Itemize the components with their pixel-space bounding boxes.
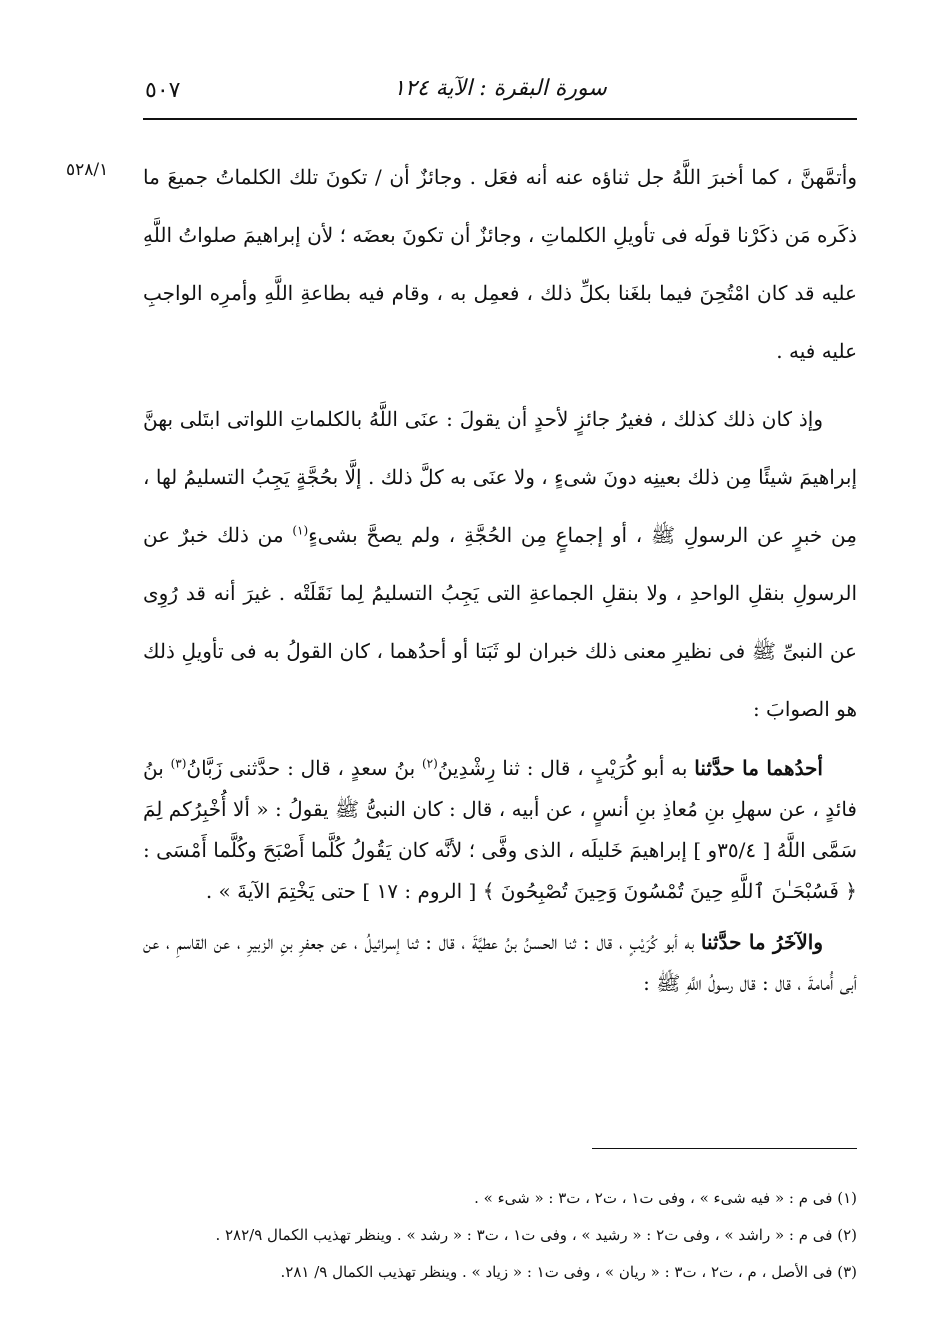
running-title: سورة البقرة : الآية ١٢٤ — [393, 76, 607, 101]
paragraph-2-part-1: وإذ كان ذلك كذلك ، فغيرُ جائزٍ لأحدٍ أن يقولَ : عنَى اللَّهُ بالكلماتِ اللواتى ابتَلى بهنَّ إبراهيمَ شيئًا مِن ذلك بعينِه دونَ شىءٍ ، ولا عنَى به كلَّ ذلك . إلَّا بحُجَّةٍ يَجِبُ التسليمُ لها ، مِن خبرٍ عن الرسولِ ﷺ ، أو إجماعٍ مِن الحُجَّةِ ، ولم يصحَّ بشىءٍ — [143, 407, 857, 547]
footnote-1: (١) فى م : « فيه شىء » ، وفى ت١ ، ت٢ ، ت٣ : « شىء » . — [474, 1189, 857, 1207]
page-header — [145, 70, 855, 114]
footnotes — [143, 1180, 857, 1291]
paragraph-3-part-1: به أبو كُرَيْبٍ ، قال : ثنا رِشْدِينُ — [437, 756, 695, 780]
paragraph-3-part-2: بنُ سعدٍ ، قال : حدَّثنى زَبَّانُ — [186, 756, 422, 780]
main-text — [143, 148, 857, 1014]
paragraph-2-part-2: من ذلك خبرٌ عن الرسولِ بنقلِ الواحدِ ، ولا بنقلِ الجماعةِ التى يَجِبُ التسليمُ لِما نَقَلَتْه . غيرَ أنه قد رُوِى عن النبىِّ ﷺ فى نظيرِ معنى ذلك خبران لو ثَبَتا أو أحدُهما ، كان القولُ به فى تأويلِ ذلك هو الصوابَ : — [143, 523, 857, 721]
paragraph-1: وأتمَّهنَّ ، كما أخبرَ اللَّهُ جل ثناؤه عنه أنه فعَل . وجائزٌ أن / تكونَ تلك الكلماتُ جميعَ ما ذكَره مَن ذكَرْنا قولَه فى تأويلِ الكلماتِ ، وجائزٌ أن تكونَ بعضَه ؛ لأن إبراهيمَ صلواتُ اللَّهِ عليه قد كان امْتُحِنَ فيما بلغَنا بكلِّ ذلك ، فعمِل به ، وقام فيه بطاعةِ اللَّهِ وأمرِه الواجبِ عليه فيه . — [143, 165, 858, 363]
header-rule — [143, 118, 857, 120]
paragraph-4 — [143, 922, 857, 1004]
margin-page-reference: ٥٢٨/١ — [66, 160, 109, 180]
footnote-2: (٢) فى م : « راشد » ، وفى ت٢ : « رشيد » ، وفى ت١ ، ت٣ : « رشد » . وينظر تهذيب الكمال ٢٨٢/٩ . — [215, 1226, 857, 1244]
footnote-ref-2: (٢) — [421, 756, 438, 771]
paragraph-3-part-3: بنُ فائدٍ ، عن سهلِ بنِ مُعاذِ بنِ أنسٍ ، عن أبيه ، قال : كان النبىُّ ﷺ يقولُ : « ألا أُخْبِرُكم لِمَ سَمَّى اللَّهُ [ ٣٥/٤و ] إبراهيمَ خَليلَه ، الذى وفَّى ؛ لأنَّه كان يَقُولُ كُلَّما أَصْبَحَ وكُلَّما أَمْسَى : ﴿ فَسُبْحَـٰنَ ٱللَّهِ حِينَ تُمْسُونَ وَحِينَ تُصْبِحُونَ ﴾ [ الروم : ١٧ ] حتى يَخْتِمَ الآيةَ » . — [143, 756, 857, 903]
paragraph-4-text: به أبو كُرَيْبٍ ، قال : ثنا الحسنُ بنُ عطيَّةَ ، قال : ثنا إسرائيلُ ، عن جعفرِ بنِ الزبيرِ ، عن القاسمِ ، عن أبى أُمامةَ ، قال : قال رسولُ اللَّهِ ﷺ : — [143, 930, 857, 995]
paragraph-3 — [143, 748, 857, 912]
footnote-rule — [592, 1148, 857, 1149]
footnote-ref-3: (٣) — [170, 756, 187, 771]
hadith-2-lead: والآخَرُ ما حدَّثنا — [700, 930, 824, 954]
hadith-1-lead: أحدُهما ما حدَّثنا — [694, 756, 823, 780]
footnote-ref-1: (١) — [292, 523, 309, 538]
paragraph-2 — [143, 390, 857, 738]
footnote-3: (٣) فى الأصل ، م ، ت٢ ، ت٣ : « ريان » ، وفى ت١ : « زياد » . وينظر تهذيب الكمال ٩/ ٢٨١. — [280, 1263, 857, 1281]
page-number: ٥٠٧ — [145, 78, 181, 103]
